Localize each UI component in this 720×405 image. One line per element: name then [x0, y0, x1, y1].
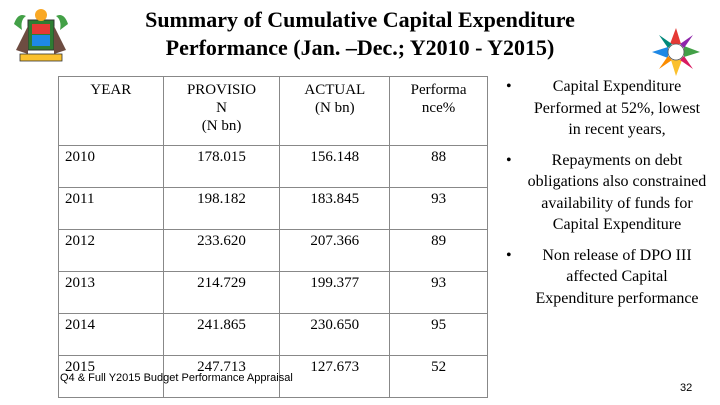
bullet-item: [498, 245, 708, 310]
capex-table: [58, 76, 488, 398]
cell-performance: 88: [390, 146, 488, 188]
cell-provision: 241.865: [163, 314, 280, 356]
bullet-text: Capital Expenditure Performed at 52%, lowest in recent years,: [533, 78, 701, 138]
bullet-text: Non release of DPO III affected Capital Expenditure performance: [535, 246, 699, 307]
coat-of-arms-icon: [8, 6, 74, 64]
cell-year: 2013: [59, 272, 164, 314]
slide-title: [110, 6, 610, 62]
cell-actual: 156.148: [280, 146, 390, 188]
page-number: 32: [680, 382, 693, 394]
header-performance: Performa nce%: [390, 77, 488, 146]
table-header-row: [59, 77, 488, 146]
header-provision: PROVISIO N (N bn): [163, 77, 280, 146]
bullet-item: [498, 76, 708, 141]
cell-provision: 214.729: [163, 272, 280, 314]
cell-actual: 183.845: [280, 188, 390, 230]
cell-provision: 198.182: [163, 188, 280, 230]
table-row: [59, 146, 488, 188]
table-row: [59, 314, 488, 356]
cell-year: 2011: [59, 188, 164, 230]
table-row: [59, 272, 488, 314]
cell-actual: 207.366: [280, 230, 390, 272]
cell-provision: 178.015: [163, 146, 280, 188]
cell-performance: 95: [390, 314, 488, 356]
table-row: [59, 188, 488, 230]
cell-actual: 230.650: [280, 314, 390, 356]
footer-text: Q4 & Full Y2015 Budget Performance Appraisal: [60, 372, 293, 384]
header-actual: ACTUAL (N bn): [280, 77, 390, 146]
cell-performance: 52: [390, 356, 488, 398]
header-year: YEAR: [59, 77, 164, 146]
cell-performance: 93: [390, 272, 488, 314]
bullet-dot-icon: •: [506, 151, 512, 169]
cell-year: 2015: [59, 356, 164, 398]
cell-year: 2010: [59, 146, 164, 188]
bullet-item: [498, 150, 708, 236]
title-line-2: Performance (Jan. –Dec.; Y2010 - Y2015): [165, 35, 555, 60]
title-line-1: Summary of Cumulative Capital Expenditure: [145, 7, 575, 32]
ministry-logo-icon: [650, 26, 702, 78]
bullet-dot-icon: •: [506, 78, 512, 95]
table-row: [59, 230, 488, 272]
bullet-dot-icon: •: [506, 246, 512, 264]
cell-provision: 247.713: [163, 356, 280, 398]
cell-year: 2012: [59, 230, 164, 272]
cell-performance: 93: [390, 188, 488, 230]
cell-performance: 89: [390, 230, 488, 272]
cell-actual: 127.673: [280, 356, 390, 398]
cell-provision: 233.620: [163, 230, 280, 272]
cell-year: 2014: [59, 314, 164, 356]
bullet-list: [498, 76, 708, 318]
bullet-text: Repayments on debt obligations also constrained availability of funds for Capital Expenditure: [527, 151, 707, 233]
cell-actual: 199.377: [280, 272, 390, 314]
